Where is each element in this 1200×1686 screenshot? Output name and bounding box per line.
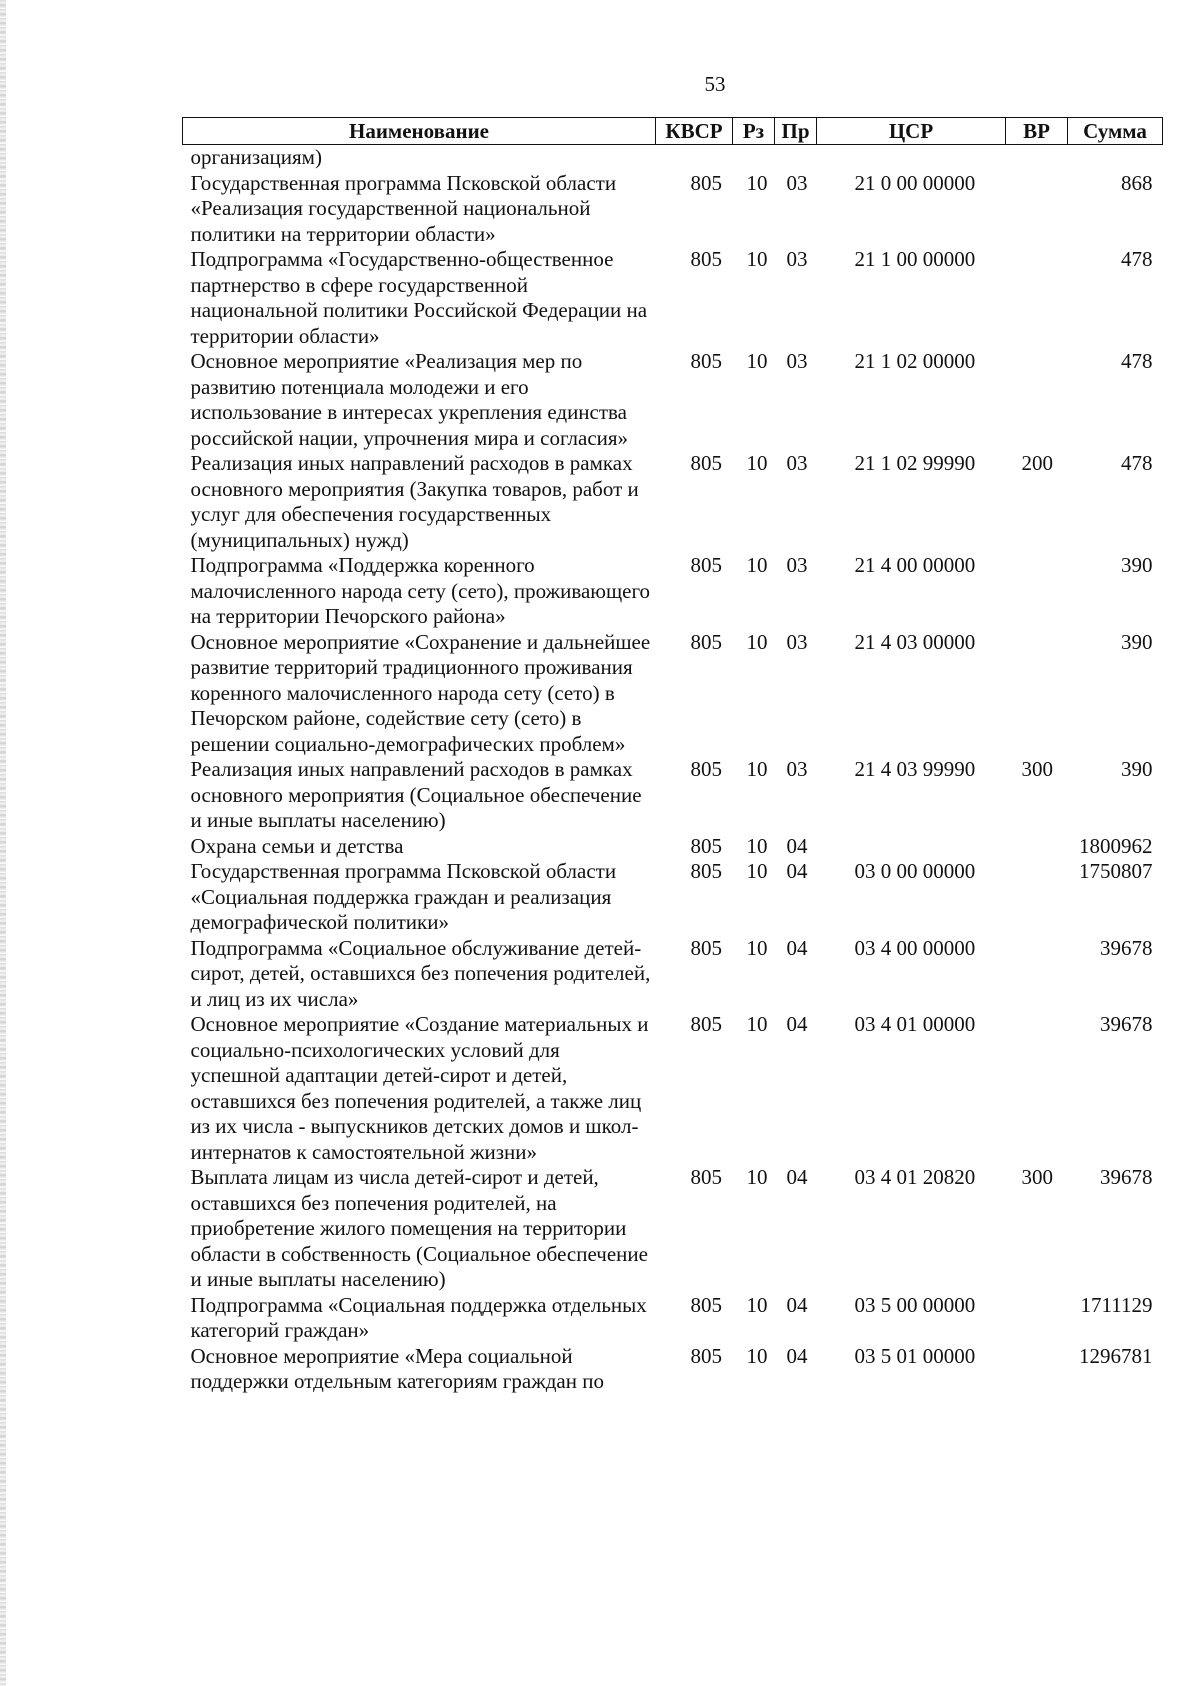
cell-kvsr: 805: [690, 1165, 722, 1189]
table-row: [183, 451, 1163, 553]
cell-csr: 03 4 01 00000: [854, 1012, 976, 1036]
header-pr: Пр: [775, 118, 817, 145]
cell-sum: 1750807: [1079, 859, 1153, 883]
cell-kvsr: 805: [690, 757, 722, 781]
cell-kvsr: 805: [690, 1012, 722, 1036]
header-kvsr: КВСР: [656, 118, 733, 145]
cell-csr: 21 1 00 00000: [854, 247, 976, 271]
table-row: [183, 247, 1163, 349]
table-header-row: [183, 118, 1163, 145]
cell-vr: [1006, 1344, 1068, 1395]
cell-csr: 21 1 02 99990: [854, 451, 976, 475]
table-body: [183, 145, 1163, 1395]
cell-rz: 10: [746, 757, 768, 781]
cell-sum: 390: [1121, 553, 1153, 577]
budget-table: [182, 117, 1163, 1395]
table-row: [183, 630, 1163, 758]
cell-rz: 10: [746, 170, 768, 195]
cell-name: Государственная программа Псковской области «Реализация государственной национальной политики на территории области»: [190, 170, 617, 246]
cell-csr: 03 5 00 00000: [854, 1292, 976, 1317]
cell-rz: 10: [746, 1343, 768, 1368]
cell-kvsr: 805: [690, 1343, 722, 1368]
cell-name: Реализация иных направлений расходов в рамках основного мероприятия (Закупка товаров, работ и услуг для обеспечения государственных (муниципальных) нужд): [190, 451, 639, 552]
cell-vr: [1006, 936, 1068, 1013]
cell-vr: [1006, 630, 1068, 758]
cell-kvsr: 805: [690, 935, 722, 960]
cell-sum: 478: [1121, 451, 1153, 475]
cell-name: Основное мероприятие «Сохранение и дальнейшее развитие территорий традиционного проживания коренного малочисленного народа сету (сето) в Печорском районе, содействие сету (сето) в решении социально-демографических проблем»: [190, 629, 651, 756]
cell-sum: 478: [1121, 349, 1153, 373]
cell-pr: 03: [786, 553, 808, 577]
cell-sum: 868: [1121, 170, 1153, 195]
table-row: [183, 1344, 1163, 1395]
cell-csr: 21 4 00 00000: [854, 553, 976, 577]
table-row: [183, 349, 1163, 451]
cell-csr: 21 0 00 00000: [854, 170, 976, 195]
cell-kvsr: 805: [690, 247, 722, 271]
table-header: [183, 118, 1163, 145]
cell-sum: 1800962: [1079, 833, 1153, 858]
cell-name: Подпрограмма «Государственно-общественное партнерство в сфере государственной национальной политики Российской Федерации на территории области»: [190, 247, 648, 348]
cell-kvsr: [656, 145, 733, 171]
cell-name: Подпрограмма «Социальное обслуживание детей-сирот, детей, оставшихся без попечения родителей, и лиц из их числа»: [190, 935, 651, 1011]
page-number: 53: [704, 72, 726, 96]
cell-pr: 03: [786, 170, 808, 195]
cell-csr: 21 1 02 00000: [854, 349, 976, 373]
cell-pr: 03: [786, 757, 808, 781]
table-row: [183, 859, 1163, 936]
cell-kvsr: 805: [690, 1292, 722, 1317]
cell-vr: [1006, 171, 1068, 248]
cell-kvsr: 805: [690, 833, 722, 858]
cell-csr: 03 4 00 00000: [854, 935, 976, 960]
table-row: [183, 834, 1163, 860]
cell-vr: 300: [1021, 1165, 1053, 1189]
cell-name: Реализация иных направлений расходов в рамках основного мероприятия (Социальное обеспечение и иные выплаты населению): [190, 757, 642, 832]
cell-kvsr: 805: [690, 859, 722, 883]
cell-rz: 10: [746, 349, 768, 373]
cell-pr: 04: [786, 1292, 808, 1317]
cell-name: Государственная программа Псковской области «Социальная поддержка граждан и реализация демографической политики»: [190, 859, 617, 934]
cell-sum: 478: [1121, 247, 1153, 271]
table-row: [183, 1165, 1163, 1293]
cell-kvsr: 805: [690, 553, 722, 577]
cell-name: Основное мероприятие «Реализация мер по развитию потенциала молодежи и его использование в интересах укрепления единства российской нации, упрочнения мира и согласия»: [190, 349, 629, 450]
cell-vr: [1006, 145, 1068, 171]
table-row: [183, 757, 1163, 834]
header-name: Наименование: [183, 118, 656, 145]
header-vr: ВР: [1006, 118, 1068, 145]
cell-rz: 10: [746, 629, 768, 654]
cell-pr: 03: [786, 349, 808, 373]
header-sum: Сумма: [1068, 118, 1163, 145]
cell-vr: [1006, 1293, 1068, 1344]
table-row: [183, 553, 1163, 630]
cell-rz: 10: [746, 553, 768, 577]
cell-rz: 10: [746, 859, 768, 883]
cell-rz: 10: [746, 247, 768, 271]
cell-vr: [1006, 859, 1068, 936]
cell-name: Основное мероприятие «Создание материальных и социально-психологических условий для успешной адаптации детей-сирот и детей, оставшихся без попечения родителей, а также лиц из их числа - выпускников детских домов и школ-интернатов к самостоятельной жизни»: [190, 1012, 649, 1164]
cell-pr: 04: [786, 1012, 808, 1036]
cell-pr: 03: [786, 451, 808, 475]
cell-vr: [1006, 553, 1068, 630]
cell-name: Подпрограмма «Поддержка коренного малочисленного народа сету (сето), проживающего на территории Печорского района»: [190, 553, 651, 628]
cell-csr: 21 4 03 00000: [854, 629, 976, 654]
cell-csr: 03 4 01 20820: [854, 1165, 976, 1189]
cell-sum: 390: [1121, 757, 1153, 781]
cell-rz: [733, 145, 775, 171]
cell-csr: 03 0 00 00000: [854, 859, 976, 883]
cell-kvsr: 805: [690, 629, 722, 654]
table-row: [183, 171, 1163, 248]
table-row: [183, 936, 1163, 1013]
cell-vr: 300: [1021, 757, 1053, 781]
cell-rz: 10: [746, 1292, 768, 1317]
cell-sum: 39678: [1100, 1012, 1153, 1036]
cell-csr: [817, 834, 1006, 860]
cell-pr: 03: [786, 629, 808, 654]
cell-name: Основное мероприятие «Мера социальной поддержки отдельным категориям граждан по: [190, 1343, 604, 1393]
cell-sum: 39678: [1100, 1165, 1153, 1189]
cell-pr: [775, 145, 817, 171]
cell-name: организациям): [190, 145, 322, 169]
cell-sum: 390: [1121, 629, 1153, 654]
cell-kvsr: 805: [690, 170, 722, 195]
cell-pr: 04: [786, 1165, 808, 1189]
cell-vr: [1006, 349, 1068, 451]
cell-name: Выплата лицам из числа детей-сирот и детей, оставшихся без попечения родителей, на приобретение жилого помещения на территории области в собственность (Социальное обеспечение и иные выплаты населению): [190, 1165, 648, 1291]
cell-vr: [1006, 247, 1068, 349]
cell-sum: [1068, 145, 1163, 171]
cell-vr: 200: [1021, 451, 1053, 475]
cell-pr: 04: [786, 859, 808, 883]
cell-pr: 04: [786, 935, 808, 960]
table-row: [183, 145, 1163, 171]
cell-pr: 04: [786, 1343, 808, 1368]
cell-vr: [1006, 834, 1068, 860]
cell-sum: 39678: [1100, 935, 1153, 960]
cell-name: Охрана семьи и детства: [190, 833, 404, 858]
cell-kvsr: 805: [690, 349, 722, 373]
table-row: [183, 1293, 1163, 1344]
cell-csr: 21 4 03 99990: [854, 757, 976, 781]
cell-rz: 10: [746, 1012, 768, 1036]
cell-vr: [1006, 1012, 1068, 1165]
cell-pr: 03: [786, 247, 808, 271]
cell-csr: [817, 145, 1006, 171]
table-row: [183, 1012, 1163, 1165]
cell-kvsr: 805: [690, 451, 722, 475]
cell-name: Подпрограмма «Социальная поддержка отдельных категорий граждан»: [190, 1292, 647, 1342]
scan-edge: [0, 0, 6, 1686]
cell-sum: 1296781: [1079, 1343, 1153, 1368]
cell-rz: 10: [746, 833, 768, 858]
cell-pr: 04: [786, 833, 808, 858]
cell-rz: 10: [746, 451, 768, 475]
cell-rz: 10: [746, 1165, 768, 1189]
cell-csr: 03 5 01 00000: [854, 1343, 976, 1368]
header-rz: Рз: [733, 118, 775, 145]
cell-sum: 1711129: [1080, 1292, 1153, 1317]
cell-rz: 10: [746, 935, 768, 960]
header-csr: ЦСР: [817, 118, 1006, 145]
